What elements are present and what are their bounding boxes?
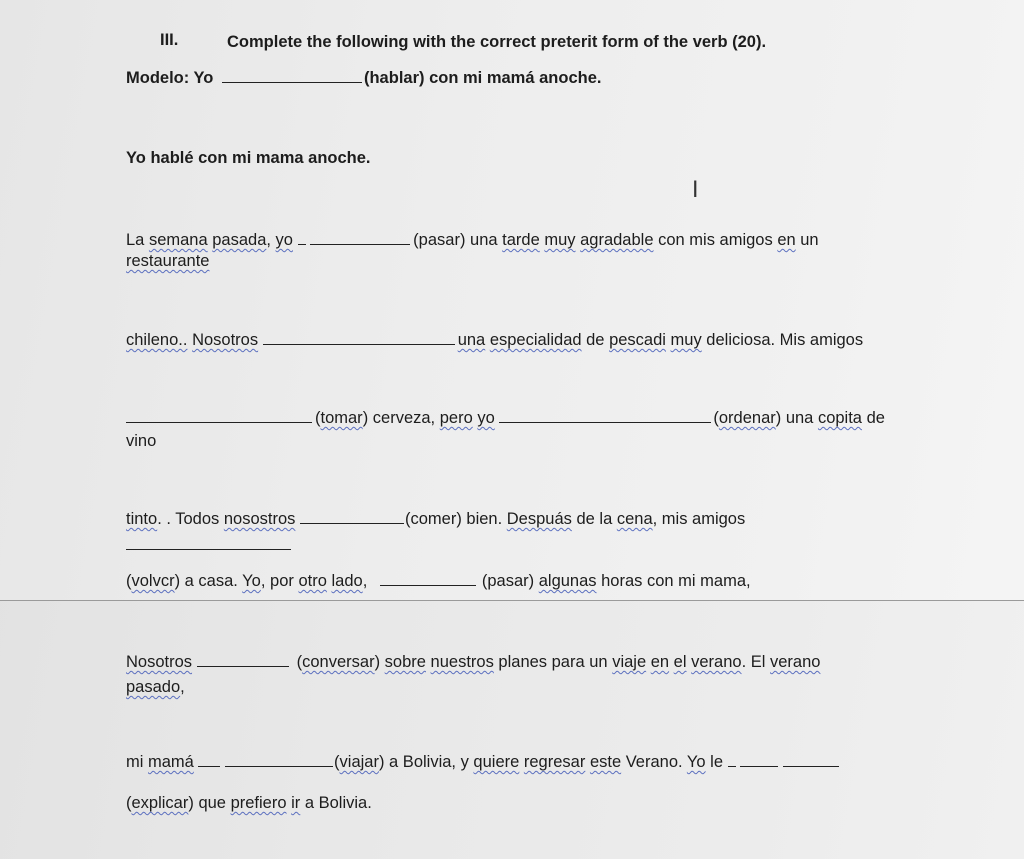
blank-7[interactable]: [380, 584, 476, 586]
text-fragment: ) cerveza,: [362, 409, 440, 427]
text-fragment: copita: [817, 409, 862, 427]
text-fragment: (: [126, 572, 132, 590]
text-fragment: a Bolivia.: [300, 794, 372, 812]
text-fragment: yo: [275, 231, 293, 249]
text-fragment: de: [581, 331, 610, 349]
text-fragment: horas con mi mama,: [596, 572, 751, 590]
text-fragment: una: [457, 331, 486, 349]
text-fragment: tomar: [320, 409, 363, 427]
text-fragment: ,: [362, 572, 368, 590]
text-fragment: muy: [544, 231, 576, 249]
blank-6[interactable]: [126, 549, 291, 550]
sentence-line-1: [126, 230, 819, 250]
text-fragment: pasada: [212, 231, 267, 249]
modelo-answer: Yo hablé con mi mama anoche.: [126, 149, 371, 167]
text-fragment: ): [374, 653, 385, 671]
text-fragment: en: [650, 653, 670, 671]
lower-page-shade: [0, 601, 1024, 859]
blank-5[interactable]: [300, 522, 404, 524]
blank-10[interactable]: [783, 765, 839, 767]
text-fragment: mamá: [148, 753, 194, 771]
sentence-line-6b: [126, 677, 185, 697]
text-fragment: verano: [770, 653, 821, 671]
text-fragment: quiere: [473, 753, 520, 771]
text-fragment: (: [126, 794, 132, 812]
blank-8[interactable]: [197, 665, 289, 667]
sentence-line-8: [126, 793, 372, 813]
sentence-line-1b: [126, 251, 209, 271]
text-fragment: ) que: [188, 794, 231, 812]
page-edge: [0, 600, 1024, 601]
text-fragment: tarde: [502, 231, 540, 249]
text-fragment: ) una: [775, 409, 818, 427]
text-fragment: ,: [266, 231, 276, 249]
sentence-line-4: [126, 509, 745, 529]
text-fragment: un: [795, 231, 819, 249]
blank-9[interactable]: [225, 765, 333, 767]
text-fragment: mi: [126, 753, 148, 771]
text-fragment: agradable: [580, 231, 654, 249]
text-fragment: ordenar: [718, 409, 776, 427]
text-fragment: de la: [571, 510, 617, 528]
text-fragment: Despuás: [506, 510, 572, 528]
text-fragment: con mis amigos: [653, 231, 778, 249]
text-fragment: sobre: [384, 653, 426, 671]
text-fragment: , por: [260, 572, 299, 590]
blank-2[interactable]: [263, 343, 455, 345]
text-fragment: (comer) bien.: [404, 510, 507, 528]
text-fragment: vino: [126, 432, 157, 450]
text-fragment: Yo: [242, 572, 261, 590]
text-fragment: yo: [477, 409, 495, 427]
text-fragment: viajar: [339, 753, 379, 771]
text-fragment: chileno..: [126, 331, 188, 349]
text-fragment: nuestros: [430, 653, 494, 671]
text-fragment: pescadi: [609, 331, 666, 349]
blank-1a[interactable]: [298, 243, 306, 245]
text-fragment: (: [713, 409, 719, 427]
text-fragment: Nosotros: [126, 653, 193, 671]
text-fragment: cena: [616, 510, 653, 528]
text-fragment: otro: [298, 572, 327, 590]
text-fragment: Verano.: [621, 753, 687, 771]
text-fragment: ) a casa.: [174, 572, 243, 590]
text-fragment: pasado: [126, 678, 181, 696]
text-fragment: algunas: [538, 572, 597, 590]
modelo-label: Modelo: Yo: [126, 69, 214, 87]
text-fragment: el: [673, 653, 687, 671]
text-fragment: (: [296, 653, 303, 671]
text-fragment: ir: [291, 794, 301, 812]
sentence-line-2: [126, 330, 863, 350]
section-number: III.: [160, 31, 179, 49]
modelo-line: [126, 68, 601, 88]
text-fragment: planes para un: [493, 653, 613, 671]
text-cursor-icon: I: [692, 178, 699, 203]
blank-3[interactable]: [126, 421, 312, 423]
text-fragment: (: [315, 409, 321, 427]
blank-10b[interactable]: [740, 765, 778, 767]
sentence-line-3: [126, 408, 885, 428]
text-fragment: lado: [331, 572, 363, 590]
text-fragment: especialidad: [489, 331, 582, 349]
sentence-line-6: [126, 652, 820, 672]
text-fragment: . El: [741, 653, 770, 671]
text-fragment: La: [126, 231, 149, 249]
text-fragment: le: [705, 753, 723, 771]
blank-9a[interactable]: [198, 765, 220, 767]
text-fragment: , mis amigos: [652, 510, 746, 528]
text-fragment: explicar: [131, 794, 189, 812]
text-fragment: regresar: [523, 753, 586, 771]
text-fragment: (: [334, 753, 340, 771]
text-fragment: ) a Bolivia, y: [378, 753, 474, 771]
text-fragment: pero: [439, 409, 473, 427]
text-fragment: Yo: [686, 753, 706, 771]
text-fragment: (pasar): [481, 572, 539, 590]
text-fragment: semana: [148, 231, 208, 249]
text-fragment: ,: [180, 678, 185, 696]
blank-4[interactable]: [499, 421, 711, 423]
sentence-line-5: [126, 571, 751, 591]
text-fragment: volvcr: [131, 572, 175, 590]
text-fragment: verano: [691, 653, 742, 671]
blank-10a[interactable]: [728, 765, 736, 767]
text-fragment: de: [861, 409, 885, 427]
text-fragment: nosostros: [223, 510, 296, 528]
text-fragment: . . Todos: [157, 510, 224, 528]
text-fragment: prefiero: [230, 794, 287, 812]
text-fragment: en: [777, 231, 796, 249]
text-fragment: viaje: [612, 653, 647, 671]
text-fragment: restaurante: [126, 252, 210, 270]
sentence-line-7: [126, 752, 839, 772]
text-fragment: este: [589, 753, 622, 771]
instruction: Complete the following with the correct preterit form of the verb (20).: [227, 33, 767, 51]
text-fragment: Nosotros: [192, 331, 259, 349]
text-fragment: muy: [670, 331, 702, 349]
blank-1[interactable]: [310, 243, 410, 245]
text-fragment: tinto: [126, 510, 158, 528]
sentence-line-3b: [126, 431, 156, 451]
text-fragment: deliciosa. Mis amigos: [701, 331, 864, 349]
text-fragment: (pasar) una: [413, 231, 503, 249]
text-fragment: conversar: [302, 653, 375, 671]
modelo-verb: (hablar) con mi mamá anoche.: [363, 69, 602, 87]
modelo-blank[interactable]: [222, 81, 362, 83]
